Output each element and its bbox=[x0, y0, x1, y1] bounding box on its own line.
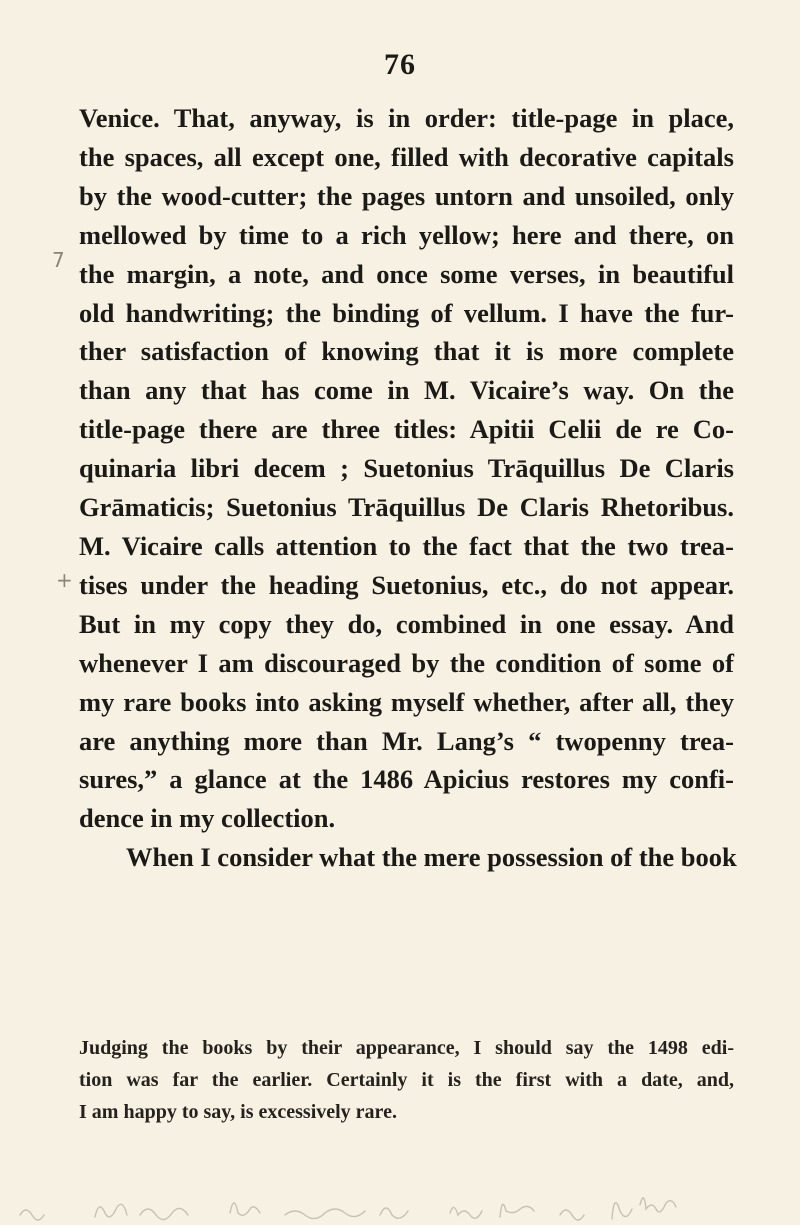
text-line: than any that has come in M. Vicaire’s way. On the bbox=[79, 375, 734, 406]
body-text bbox=[79, 99, 737, 877]
text-line: quinaria libri decem ; Suetonius Trāquillus De Claris bbox=[79, 453, 734, 484]
text-line: the margin, a note, and once some verses, in beautiful bbox=[79, 258, 734, 289]
text-line: When I consider what the mere possession of the book bbox=[126, 842, 737, 873]
text-line: But in my copy they do, combined in one essay. And bbox=[79, 608, 734, 639]
text-line: M. Vicaire calls attention to the fact that the two trea- bbox=[79, 530, 734, 561]
footnote-line: Judging the books by their appearance, I should say the 1498 edi- bbox=[79, 1037, 734, 1059]
footnote-line: tion was far the earlier. Certainly it is the first with a date, and, bbox=[79, 1069, 734, 1091]
text-line: by the wood-cutter; the pages untorn and unsoiled, only bbox=[79, 180, 734, 211]
page-number: 76 bbox=[384, 48, 416, 81]
text-line: old handwriting; the binding of vellum. I have the fur- bbox=[79, 297, 734, 328]
text-line: sures,” a glance at the 1486 Apicius restores my confi- bbox=[79, 764, 734, 795]
text-line: Venice. That, anyway, is in order: title-page in place, bbox=[79, 103, 734, 133]
text-line: tises under the heading Suetonius, etc., do not appear. bbox=[79, 569, 734, 600]
margin-pencil-mark: + bbox=[56, 568, 73, 592]
text-line: title-page there are three titles: Apitii Celii de re Co- bbox=[79, 414, 734, 445]
text-line: my rare books into asking myself whether, after all, they bbox=[79, 686, 734, 717]
text-line: Grāmaticis; Suetonius Trāquillus De Claris Rhetoribus. bbox=[79, 492, 734, 523]
text-line: are anything more than Mr. Lang’s “ twopenny trea- bbox=[79, 725, 734, 756]
text-line: whenever I am discouraged by the condition of some of bbox=[79, 647, 734, 678]
text-line: ther satisfaction of knowing that it is more complete bbox=[79, 336, 734, 367]
bleed-through-handwriting bbox=[0, 1185, 800, 1225]
footnote-line: I am happy to say, is excessively rare. bbox=[79, 1101, 397, 1123]
footnote bbox=[79, 1032, 734, 1128]
text-line: the spaces, all except one, filled with decorative capitals bbox=[79, 141, 734, 172]
text-line: dence in my collection. bbox=[79, 803, 336, 834]
text-line: mellowed by time to a rich yellow; here and there, on bbox=[79, 219, 734, 250]
margin-pencil-mark: 7 bbox=[52, 248, 65, 272]
